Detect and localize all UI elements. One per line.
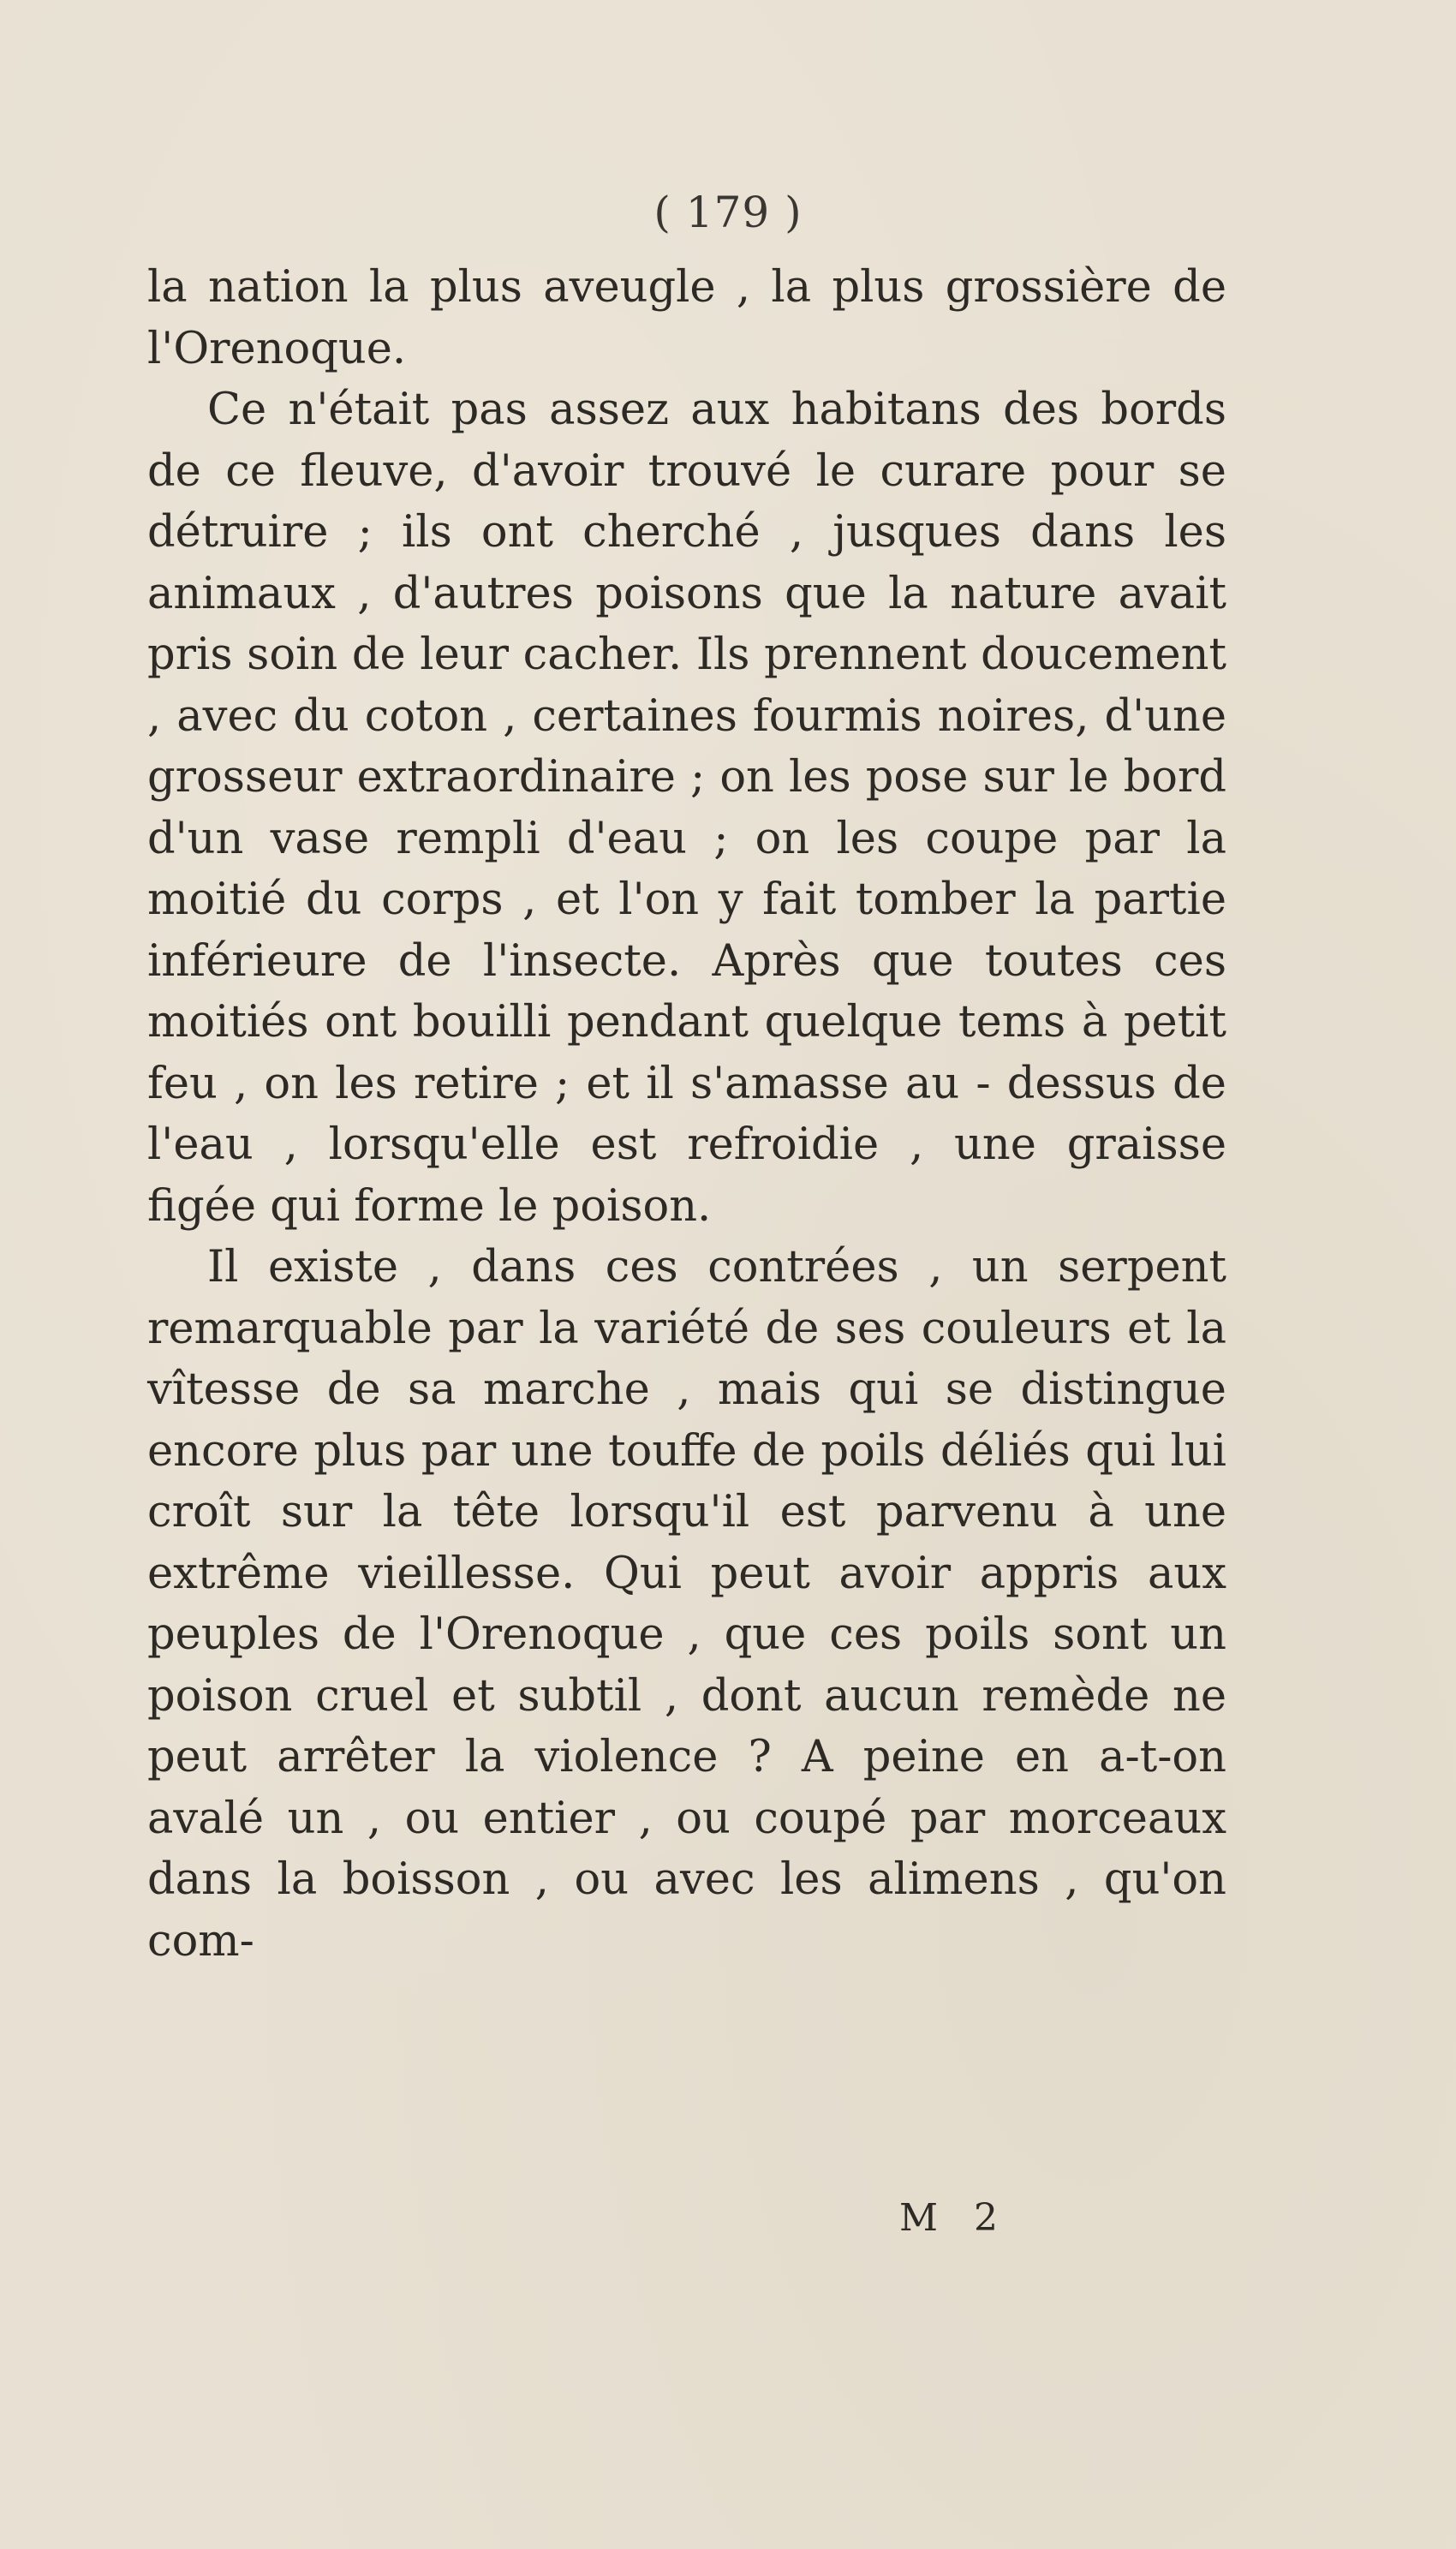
signature-mark: M 2	[899, 2196, 1011, 2240]
body-text	[147, 257, 1226, 1972]
paragraph-serpent: Il existe , dans ces contrées , un serpent remarquable par la variété de ses couleurs et la vîtesse de sa marche , mais qui se distingue encore plus par une touffe de poils déliés qui lui croît sur la tête lorsqu'il est parvenu à une extrême vieillesse. Qui peut avoir appris aux peuples de l'Orenoque , que ces poils sont un poison cruel et subtil , dont aucun remède ne peut arrêter la violence ? A peine en a-t-on avalé un , ou entier , ou coupé par morceaux dans la boisson , ou avec les alimens , qu'on com-	[147, 1242, 1226, 1967]
paragraph-continuation: la nation la plus aveugle , la plus grossière de l'Orenoque.	[147, 262, 1226, 374]
paragraph-poisons-from-animals: Ce n'était pas assez aux habitans des bords de ce fleuve, d'avoir trouvé le curare pour se détruire ; ils ont cherché , jusques dans les animaux , d'autres poisons que la nature avait pris soin de leur cacher. Ils prennent doucement , avec du coton , certaines fourmis noires, d'une grosseur extraordinaire ; on les pose sur le bord d'un vase rempli d'eau ; on les coupe par la moitié du corps , et l'on y fait tomber la partie inférieure de l'insecte. Après que toutes ces moitiés ont bouilli pendant quelque tems à petit feu , on les retire ; et il s'amasse au - dessus de l'eau , lorsqu'elle est refroidie , une graisse figée qui forme le poison.	[147, 385, 1226, 1232]
page-number: ( 179 )	[653, 188, 803, 237]
